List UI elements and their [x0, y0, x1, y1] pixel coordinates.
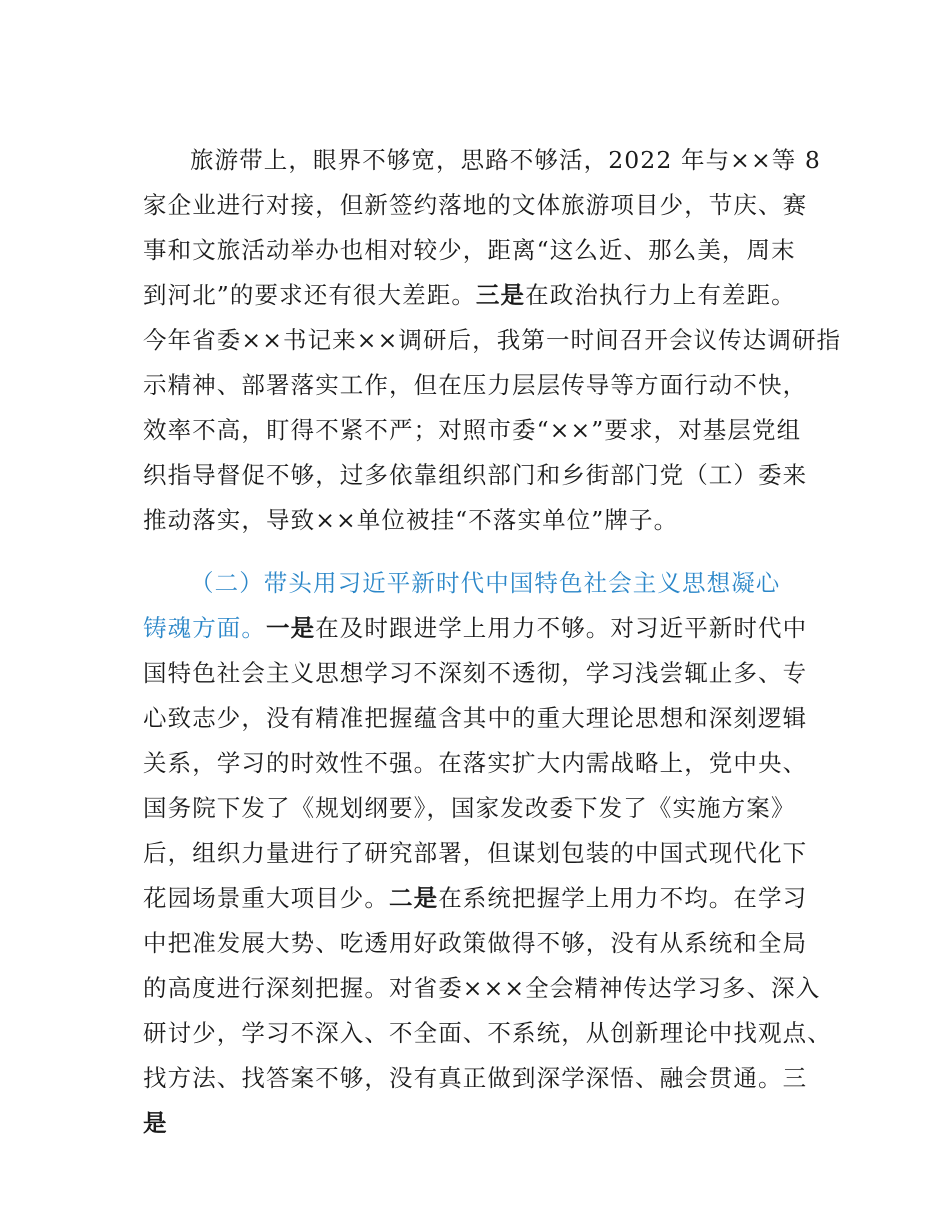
text-line: 国务院下发了《规划纲要》，国家发改委下发了《实施方案》	[143, 794, 796, 822]
text-line: 今年省委××书记来××调研后，我第一时间召开会议传达调研指	[143, 326, 842, 354]
text-line: 织指导督促不够，过多依靠组织部门和乡街部门党（工）委来	[143, 461, 808, 489]
text-line: 研讨少，学习不深入、不全面、不系统，从创新理论中找观点、	[143, 1019, 832, 1047]
section-heading-end: 铸魂方面。	[143, 614, 266, 642]
text-line: 家企业进行对接，但新签约落地的文体旅游项目少，节庆、赛	[143, 191, 808, 219]
text-line: 推动落实，导致××单位被挂“不落实单位”牌子。	[143, 506, 679, 534]
text-line: 是	[143, 1109, 168, 1137]
text-segment: 花园场景重大项目少。	[143, 884, 389, 912]
text-line: 的高度进行深刻把握。对省委×××全会精神传达学习多、深入	[143, 974, 821, 1002]
text-line: 示精神、部署落实工作，但在压力层层传导等方面行动不快，	[143, 371, 808, 399]
text-line: 找方法、找答案不够，没有真正做到深学深悟、融会贯通。三	[143, 1064, 808, 1092]
text-line: 关系，学习的时效性不强。在落实扩大内需战略上，党中央、	[143, 749, 808, 777]
text-line: 效率不高，盯得不紧不严；对照市委“××”要求，对基层党组	[143, 416, 802, 444]
marker-one: 一是	[266, 614, 316, 642]
text-line: 国特色社会主义思想学习不深刻不透彻，学习浅尝辄止多、专	[143, 659, 808, 687]
text-line: 后，组织力量进行了研究部署，但谋划包装的中国式现代化下	[143, 839, 808, 867]
text-line: 心致志少，没有精准把握蕴含其中的重大理论思想和深刻逻辑	[143, 704, 808, 732]
section-heading: （二）带头用习近平新时代中国特色社会主义思想凝心	[190, 569, 781, 597]
text-line	[143, 613, 823, 643]
text-segment: 在及时跟进学上用力不够。对习近平新时代中	[315, 614, 808, 642]
text-segment: 在政治执行力上有差距。	[525, 281, 796, 309]
text-line	[143, 280, 823, 310]
text-segment: 到河北”的要求还有很大差距。	[143, 281, 476, 309]
text-line: 旅游带上，眼界不够宽，思路不够活，2022 年与××等 8	[190, 146, 821, 174]
text-line	[143, 883, 823, 913]
marker-two: 二是	[389, 884, 439, 912]
marker-three: 三是	[475, 281, 526, 309]
text-segment: 在系统把握学上用力不均。在学习	[438, 884, 808, 912]
text-line: 中把准发展大势、吃透用好政策做得不够，没有从系统和全局	[143, 929, 808, 957]
text-line: 事和文旅活动举办也相对较少，距离“这么近、那么美，周末	[143, 236, 796, 264]
